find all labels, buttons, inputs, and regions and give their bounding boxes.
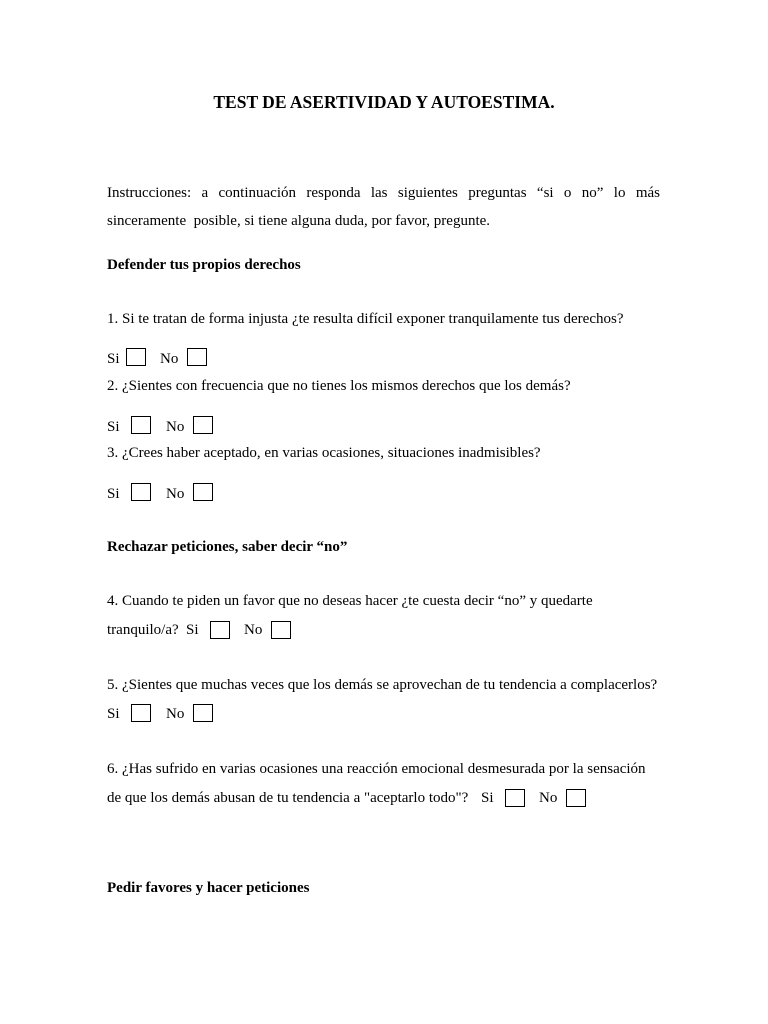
checkbox-no[interactable] bbox=[566, 789, 586, 807]
document-title: TEST DE ASERTIVIDAD Y AUTOESTIMA. bbox=[213, 92, 555, 112]
question-text: 4. Cuando te piden un favor que no deseas hacer ¿te cuesta decir “no” y quedarte bbox=[107, 593, 593, 609]
option-label-si: Si bbox=[107, 706, 120, 722]
instructions-line-2: sinceramente posible, si tiene alguna duda, por favor, pregunte. bbox=[107, 213, 491, 229]
question-text-continued: de que los demás abusan de tu tendencia a "aceptarlo todo"? bbox=[107, 790, 469, 806]
checkbox-si[interactable] bbox=[505, 789, 525, 807]
checkbox-no[interactable] bbox=[193, 483, 213, 501]
instructions-line-1: Instrucciones: a continuación responda las siguientes preguntas “si o no” lo más bbox=[107, 185, 660, 201]
option-label-si: Si bbox=[107, 419, 120, 435]
checkbox-no[interactable] bbox=[187, 348, 207, 366]
question-text: 1. Si te tratan de forma injusta ¿te resulta difícil exponer tranquilamente tus derechos? bbox=[107, 311, 624, 327]
question-text: 2. ¿Sientes con frecuencia que no tienes los mismos derechos que los demás? bbox=[107, 378, 571, 394]
option-label-no: No bbox=[166, 486, 185, 502]
option-label-si: Si bbox=[481, 790, 494, 806]
checkbox-si[interactable] bbox=[131, 704, 151, 722]
option-label-no: No bbox=[166, 419, 185, 435]
checkbox-si[interactable] bbox=[131, 483, 151, 501]
section-heading: Pedir favores y hacer peticiones bbox=[107, 880, 310, 896]
option-label-si: Si bbox=[107, 351, 120, 367]
option-label-si: Si bbox=[107, 486, 120, 502]
option-label-no: No bbox=[244, 622, 263, 638]
checkbox-no[interactable] bbox=[271, 621, 291, 639]
question-text-continued: tranquilo/a? bbox=[107, 622, 179, 638]
option-label-no: No bbox=[166, 706, 185, 722]
checkbox-si[interactable] bbox=[210, 621, 230, 639]
checkbox-no[interactable] bbox=[193, 704, 213, 722]
checkbox-si[interactable] bbox=[126, 348, 146, 366]
option-label-si: Si bbox=[186, 622, 199, 638]
option-label-no: No bbox=[539, 790, 558, 806]
question-text: 5. ¿Sientes que muchas veces que los demás se aprovechan de tu tendencia a complacerlos? bbox=[107, 677, 658, 693]
section-heading: Rechazar peticiones, saber decir “no” bbox=[107, 539, 348, 555]
question-text: 6. ¿Has sufrido en varias ocasiones una reacción emocional desmesurada por la sensación bbox=[107, 761, 646, 777]
checkbox-si[interactable] bbox=[131, 416, 151, 434]
section-heading: Defender tus propios derechos bbox=[107, 257, 301, 273]
checkbox-no[interactable] bbox=[193, 416, 213, 434]
option-label-no: No bbox=[160, 351, 179, 367]
question-text: 3. ¿Crees haber aceptado, en varias ocasiones, situaciones inadmisibles? bbox=[107, 445, 541, 461]
